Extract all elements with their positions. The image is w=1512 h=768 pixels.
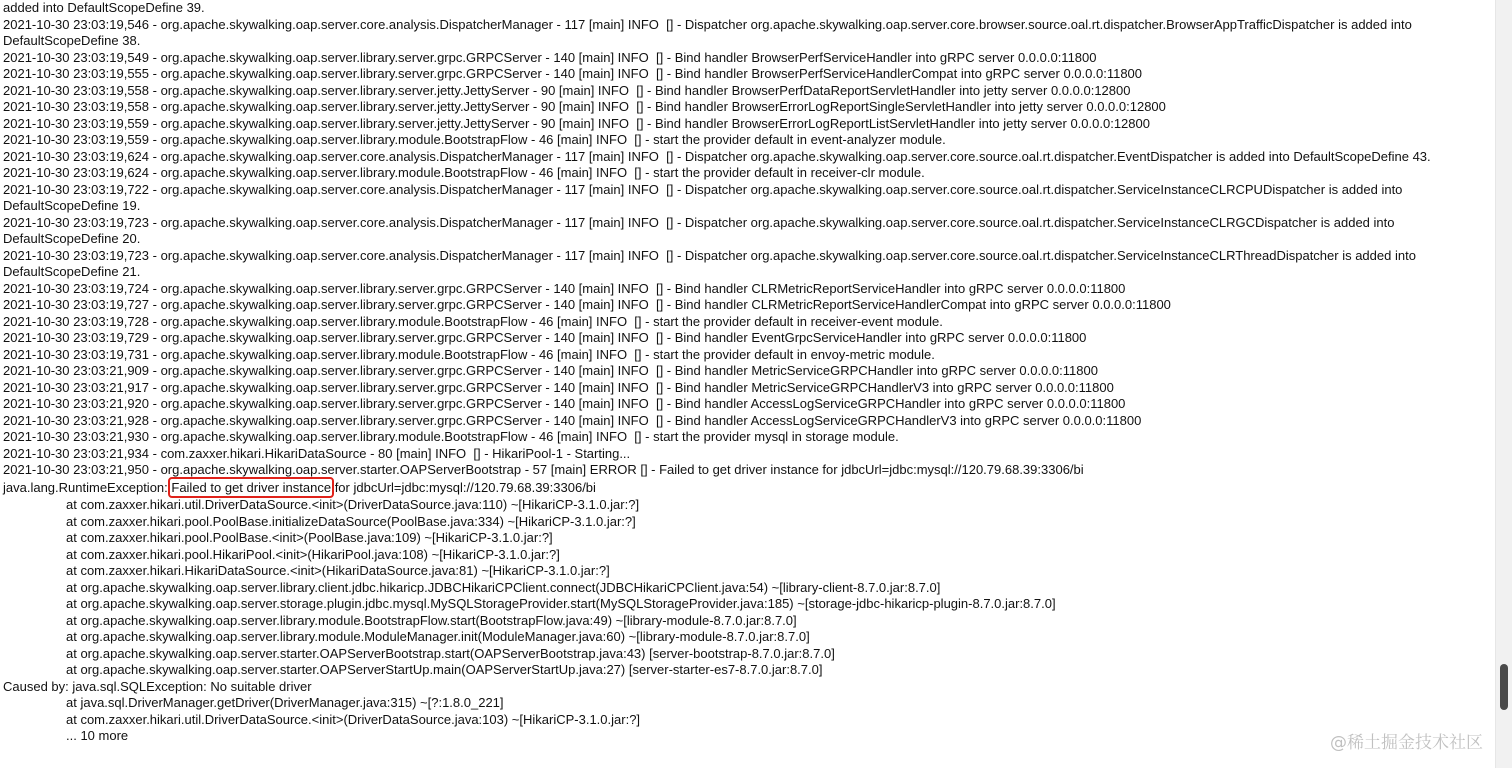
log-line: added into DefaultScopeDefine 39. [3,0,205,15]
log-line: 2021-10-30 23:03:19,729 - org.apache.skywalking.oap.server.library.server.grpc.GRPCServer - 140 [main] INFO [] - Bind handler EventGrpcServiceHandler into gRPC server 0.0.0.0:11800 [3,330,1087,345]
stack-trace-line: at org.apache.skywalking.oap.server.library.client.jdbc.hikaricp.JDBCHikariCPClient.connect(JDBCHikariCPClient.java:54) ~[library-client-8.7.0.jar:8.7.0] [66,579,941,595]
stack-trace-line: at org.apache.skywalking.oap.server.library.module.BootstrapFlow.start(BootstrapFlow.java:49) ~[library-module-8.7.0.jar:8.7.0] [66,612,797,628]
log-line: 2021-10-30 23:03:19,723 - org.apache.skywalking.oap.server.core.analysis.DispatcherManager - 117 [main] INFO [] - Dispatcher org.apache.skywalking.oap.server.core.source.oal.rt.dispatcher.ServiceInstanceCLRThreadDispatcher is added into [3,247,1416,263]
stack-trace-line: at com.zaxxer.hikari.pool.HikariPool.<init>(HikariPool.java:108) ~[HikariCP-3.1.0.jar:?] [66,546,560,562]
log-line: DefaultScopeDefine 19. [3,198,141,213]
log-line: 2021-10-30 23:03:19,723 - org.apache.skywalking.oap.server.core.analysis.DispatcherManager - 117 [main] INFO [] - Dispatcher org.apache.skywalking.oap.server.core.source.oal.rt.dispatcher.ServiceInstanceCLRGCDispatcher is added into [3,214,1395,230]
stack-trace-line: at org.apache.skywalking.oap.server.library.module.ModuleManager.init(ModuleManager.java:60) ~[library-module-8.7.0.jar:8.7.0] [66,629,810,644]
log-line: 2021-10-30 23:03:21,917 - org.apache.skywalking.oap.server.library.server.grpc.GRPCServer - 140 [main] INFO [] - Bind handler MetricServiceGRPCHandlerV3 into gRPC server 0.0.0.0:11800 [3,379,1114,395]
exception-prefix: java.lang.RuntimeException: [3,480,172,495]
log-line: 2021-10-30 23:03:19,624 - org.apache.skywalking.oap.server.core.analysis.DispatcherManager - 117 [main] INFO [] - Dispatcher org.apache.skywalking.oap.server.core.source.oal.rt.dispatcher.EventDispatcher is added into DefaultScopeDefine 43. [3,148,1431,164]
stack-trace-line: at com.zaxxer.hikari.HikariDataSource.<init>(HikariDataSource.java:81) ~[HikariCP-3.1.0.jar:?] [66,563,610,578]
log-line: 2021-10-30 23:03:21,928 - org.apache.skywalking.oap.server.library.server.grpc.GRPCServer - 140 [main] INFO [] - Bind handler AccessLogServiceGRPCHandlerV3 into gRPC server 0.0.0.0:11800 [3,412,1142,428]
log-line: 2021-10-30 23:03:19,546 - org.apache.skywalking.oap.server.core.analysis.DispatcherManager - 117 [main] INFO [] - Dispatcher org.apache.skywalking.oap.server.core.browser.source.oal.rt.dispatcher.BrowserAppTrafficDispatcher is added into [3,16,1412,32]
log-line: 2021-10-30 23:03:19,728 - org.apache.skywalking.oap.server.library.module.BootstrapFlow - 46 [main] INFO [] - start the provider default in receiver-event module. [3,313,943,329]
caused-by-line: Caused by: java.sql.SQLException: No suitable driver [3,678,312,694]
log-line: DefaultScopeDefine 20. [3,231,141,246]
log-line: 2021-10-30 23:03:19,549 - org.apache.skywalking.oap.server.library.server.grpc.GRPCServer - 140 [main] INFO [] - Bind handler BrowserPerfServiceHandler into gRPC server 0.0.0.0:11800 [3,49,1097,65]
stack-trace-line: at com.zaxxer.hikari.util.DriverDataSource.<init>(DriverDataSource.java:110) ~[HikariCP-3.1.0.jar:?] [66,497,640,512]
stack-trace-line: at com.zaxxer.hikari.pool.PoolBase.initializeDataSource(PoolBase.java:334) ~[HikariCP-3.1.0.jar:?] [66,513,636,529]
exception-line [3,480,596,497]
log-line: 2021-10-30 23:03:19,558 - org.apache.skywalking.oap.server.library.server.jetty.JettyServer - 90 [main] INFO [] - Bind handler BrowserErrorLogReportSingleServletHandler into jetty server 0.0.0.0:12800 [3,99,1166,114]
exception-suffix: for jdbcUrl=jdbc:mysql://120.79.68.39:3306/bi [331,480,596,495]
highlighted-error-message: Failed to get driver instance [171,480,332,495]
log-line: 2021-10-30 23:03:21,920 - org.apache.skywalking.oap.server.library.server.grpc.GRPCServer - 140 [main] INFO [] - Bind handler AccessLogServiceGRPCHandler into gRPC server 0.0.0.0:11800 [3,396,1126,411]
stack-trace-line: at org.apache.skywalking.oap.server.starter.OAPServerBootstrap.start(OAPServerBootstrap.java:43) [server-bootstrap-8.7.0.jar:8.7.0] [66,645,835,661]
log-line: 2021-10-30 23:03:19,727 - org.apache.skywalking.oap.server.library.server.grpc.GRPCServer - 140 [main] INFO [] - Bind handler CLRMetricReportServiceHandlerCompat into gRPC server 0.0.0.0:11800 [3,297,1171,312]
log-line-error: 2021-10-30 23:03:21,950 - org.apache.skywalking.oap.server.starter.OAPServerBootstrap - 57 [main] ERROR [] - Failed to get driver instance for jdbcUrl=jdbc:mysql://120.79.68.39:3306/bi [3,462,1084,477]
log-line: 2021-10-30 23:03:19,559 - org.apache.skywalking.oap.server.library.server.jetty.JettyServer - 90 [main] INFO [] - Bind handler BrowserErrorLogReportListServletHandler into jetty server 0.0.0.0:12800 [3,115,1150,131]
log-line: DefaultScopeDefine 21. [3,264,141,279]
stack-trace-line: at org.apache.skywalking.oap.server.storage.plugin.jdbc.mysql.MySQLStorageProvider.start(MySQLStorageProvider.java:185) ~[storage-jdbc-hikaricp-plugin-8.7.0.jar:8.7.0] [66,596,1056,611]
vertical-scrollbar[interactable] [1495,0,1512,768]
stack-trace-line: at java.sql.DriverManager.getDriver(DriverManager.java:315) ~[?:1.8.0_221] [66,695,504,710]
log-line: 2021-10-30 23:03:19,559 - org.apache.skywalking.oap.server.library.module.BootstrapFlow - 46 [main] INFO [] - start the provider default in event-analyzer module. [3,132,946,147]
log-line: 2021-10-30 23:03:19,731 - org.apache.skywalking.oap.server.library.module.BootstrapFlow - 46 [main] INFO [] - start the provider default in envoy-metric module. [3,346,935,362]
log-line: 2021-10-30 23:03:21,930 - org.apache.skywalking.oap.server.library.module.BootstrapFlow - 46 [main] INFO [] - start the provider mysql in storage module. [3,429,899,444]
watermark: @稀土掘金技术社区 [1330,733,1483,753]
log-line: DefaultScopeDefine 38. [3,33,141,48]
scrollbar-thumb[interactable] [1500,664,1508,710]
log-line: 2021-10-30 23:03:19,724 - org.apache.skywalking.oap.server.library.server.grpc.GRPCServer - 140 [main] INFO [] - Bind handler CLRMetricReportServiceHandler into gRPC server 0.0.0.0:11800 [3,280,1126,296]
log-line: 2021-10-30 23:03:21,934 - com.zaxxer.hikari.HikariDataSource - 80 [main] INFO [] - HikariPool-1 - Starting... [3,445,631,461]
stack-trace-line: at org.apache.skywalking.oap.server.starter.OAPServerStartUp.main(OAPServerStartUp.java:27) [server-starter-es7-8.7.0.jar:8.7.0] [66,662,823,677]
stack-trace-line: at com.zaxxer.hikari.util.DriverDataSource.<init>(DriverDataSource.java:103) ~[HikariCP-3.1.0.jar:?] [66,711,641,727]
log-line: 2021-10-30 23:03:19,555 - org.apache.skywalking.oap.server.library.server.grpc.GRPCServer - 140 [main] INFO [] - Bind handler BrowserPerfServiceHandlerCompat into gRPC server 0.0.0.0:11800 [3,66,1143,81]
stack-trace-line: at com.zaxxer.hikari.pool.PoolBase.<init>(PoolBase.java:109) ~[HikariCP-3.1.0.jar:?] [66,530,553,545]
log-line: 2021-10-30 23:03:19,624 - org.apache.skywalking.oap.server.library.module.BootstrapFlow - 46 [main] INFO [] - start the provider default in receiver-clr module. [3,165,925,180]
stack-trace-more: ... 10 more [66,728,129,743]
log-line: 2021-10-30 23:03:21,909 - org.apache.skywalking.oap.server.library.server.grpc.GRPCServer - 140 [main] INFO [] - Bind handler MetricServiceGRPCHandler into gRPC server 0.0.0.0:11800 [3,363,1098,378]
log-line: 2021-10-30 23:03:19,722 - org.apache.skywalking.oap.server.core.analysis.DispatcherManager - 117 [main] INFO [] - Dispatcher org.apache.skywalking.oap.server.core.source.oal.rt.dispatcher.ServiceInstanceCLRCPUDispatcher is added into [3,181,1403,197]
log-line: 2021-10-30 23:03:19,558 - org.apache.skywalking.oap.server.library.server.jetty.JettyServer - 90 [main] INFO [] - Bind handler BrowserPerfDataReportServletHandler into jetty server 0.0.0.0:12800 [3,82,1131,98]
